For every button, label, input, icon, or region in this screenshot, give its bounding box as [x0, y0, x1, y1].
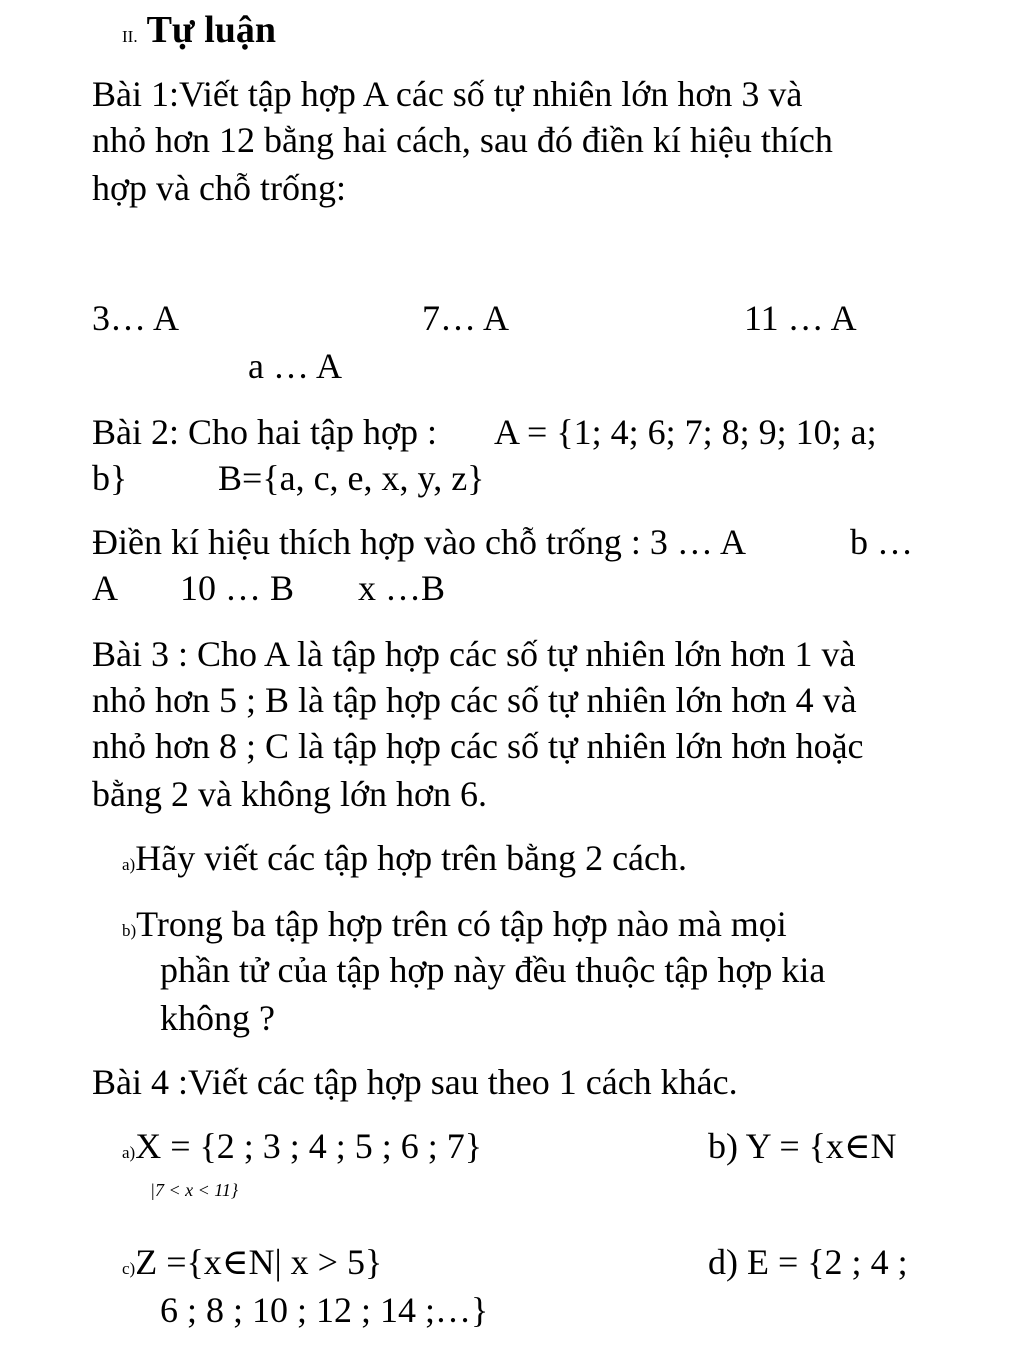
bai1-blank-a: a … A [248, 346, 342, 386]
bai3-b-text-1: Trong ba tập hợp trên có tập hợp nào mà mọi [136, 904, 787, 944]
bai2-fill-b: b … [850, 522, 913, 562]
bai1-blank-7: 7… A [422, 298, 510, 338]
bai3-b-marker: b) [122, 921, 137, 940]
bai1-blank-3: 3… A [92, 298, 180, 338]
bai2-line-2-left: b} [92, 458, 128, 498]
bai1-blank-11: 11 … A [744, 298, 857, 338]
bai4-c-marker: c) [122, 1259, 136, 1278]
bai2-fill-a-cont: A [92, 568, 118, 608]
bai4-d-cont: 6 ; 8 ; 10 ; 12 ; 14 ;…} [160, 1290, 489, 1330]
bai3-a-text: Hãy viết các tập hợp trên bằng 2 cách. [135, 838, 688, 878]
bai3-part-a [122, 836, 687, 887]
bai2-set-b: B={a, c, e, x, y, z} [218, 458, 485, 498]
bai1-line-1: Bài 1:Viết tập hợp A các số tự nhiên lớn hơn 3 và [92, 74, 803, 114]
section-number: II. [122, 27, 138, 46]
bai4-c-text: Z ={x∈N| x > 5} [135, 1242, 383, 1282]
bai4-part-c [122, 1240, 382, 1291]
bai3-line-2: nhỏ hơn 5 ; B là tập hợp các số tự nhiên lớn hơn 4 và [92, 680, 857, 720]
bai3-line-3: nhỏ hơn 8 ; C là tập hợp các số tự nhiên lớn hơn hoặc [92, 726, 864, 766]
bai2-line-1-left: Bài 2: Cho hai tập hợp : [92, 412, 438, 452]
bai1-line-3: hợp và chỗ trống: [92, 168, 346, 208]
bai4-part-d: d) E = {2 ; 4 ; [708, 1242, 908, 1282]
bai2-fill-line-1: Điền kí hiệu thích hợp vào chỗ trống : 3 … A [92, 522, 746, 562]
bai3-part-b-line-1 [122, 902, 787, 953]
bai3-a-marker: a) [122, 855, 136, 874]
section-heading [122, 8, 276, 59]
bai2-fill-x: x …B [358, 568, 446, 608]
bai4-part-b: b) Y = {x∈N [708, 1126, 897, 1166]
section-title: Tự luận [146, 9, 277, 51]
bai4-title: Bài 4 :Viết các tập hợp sau theo 1 cách khác. [92, 1062, 738, 1102]
bai2-set-a: A = {1; 4; 6; 7; 8; 9; 10; a; [494, 412, 877, 452]
bai2-fill-10: 10 … B [180, 568, 295, 608]
bai3-b-text-2: phần tử của tập hợp này đều thuộc tập hợp kia [160, 950, 826, 990]
bai3-line-4: bằng 2 và không lớn hơn 6. [92, 774, 488, 814]
bai1-line-2: nhỏ hơn 12 bằng hai cách, sau đó điền kí hiệu thích [92, 120, 833, 160]
bai4-a-marker: a) [122, 1143, 136, 1162]
bai4-a-text: X = {2 ; 3 ; 4 ; 5 ; 6 ; 7} [135, 1126, 483, 1166]
bai4-b-condition: |7 < x < 11} [150, 1180, 239, 1200]
bai3-line-1: Bài 3 : Cho A là tập hợp các số tự nhiên lớn hơn 1 và [92, 634, 856, 674]
bai3-b-text-3: không ? [160, 998, 275, 1038]
